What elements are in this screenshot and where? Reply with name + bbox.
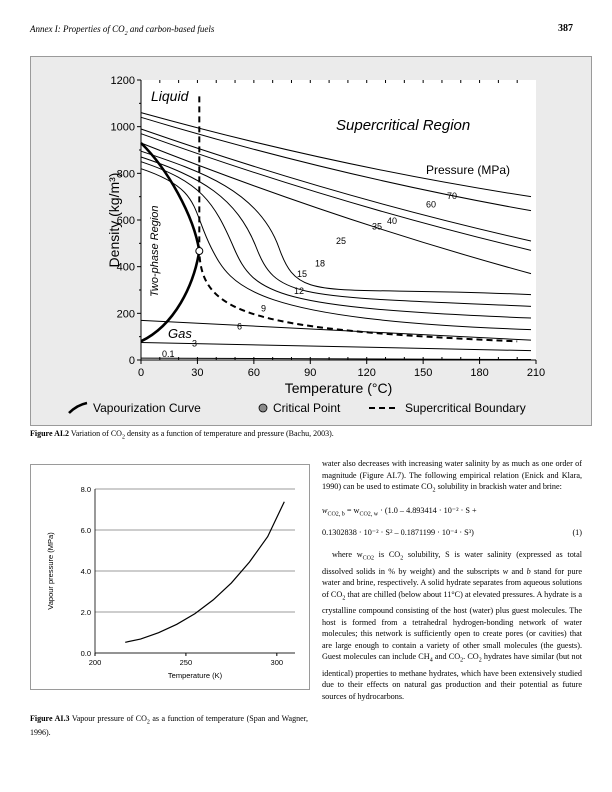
isobar-label: 3 <box>192 338 198 349</box>
y-axis-title: Vapour pressure (MPa) <box>46 532 55 610</box>
pressure-legend-title: Pressure (MPa) <box>426 163 511 177</box>
page-number: 387 <box>558 23 573 34</box>
x-tick-label: 0 <box>137 367 145 379</box>
y-tick-label: 800 <box>116 168 135 181</box>
figure-ai2 <box>30 56 592 426</box>
y-tick-label: 400 <box>116 261 135 274</box>
x-tick-label: 60 <box>247 367 260 379</box>
legend-critical-point-label: Critical Point <box>273 401 341 415</box>
x-axis-title: Temperature (K) <box>167 671 223 680</box>
isobar-label: 9 <box>261 303 267 314</box>
y-tick-label: 8.0 <box>80 485 91 494</box>
x-tick-label: 200 <box>88 658 102 667</box>
isobar-label: 40 <box>387 216 398 227</box>
isobar-label: 15 <box>297 269 308 280</box>
y-tick-label: 2.0 <box>80 608 91 617</box>
legend-critical-point-swatch <box>259 404 267 412</box>
equation-number: (1) <box>572 528 582 538</box>
vapour-pressure-chart <box>31 465 309 689</box>
y-tick-label: 0.0 <box>80 649 91 658</box>
x-tick-label: 210 <box>526 367 546 379</box>
y-tick-label: 6.0 <box>80 526 91 535</box>
y-tick-label: 200 <box>116 308 135 321</box>
y-axis-title: Density (kg/m³) <box>106 172 122 268</box>
y-tick-label: 1000 <box>110 121 135 134</box>
region-label-supercritical: Supercritical Region <box>336 117 471 134</box>
y-tick-label: 1200 <box>110 75 135 87</box>
x-axis-title: Temperature (°C) <box>284 380 393 396</box>
figure-ai2-caption: Figure AI.2 Variation of $CO_2$ density as a function of temperature and pressure (Bachu, 2003). <box>30 429 334 441</box>
paragraph: where $w_{CO2}$ is $CO_2$ solubility, S is water salinity (expressed as total dissolved solids in % by weight) and the subscripts w and b stand for pure water and brine, respectively. A solid hydrate separates from aqueous solutions of $CO_2$ that are chilled (below about 11°C) at elevated pressures. A hydrate is a crystalline compound consisting of the host (water) plus guest molecules. The host is formed from a tetrahedral hydrogen-bonding network of water molecules; this network is sufficiently open to create pores (or cavities) that are large enough to contain a variety of other small molecules (the guests). Guest molecules can include $CH_4$ and $CO_2$. $CO_2$ hydrates have similar (but not identical) properties to methane hydrates, which have been extensively studied due to their effects on natural gas production and their potential as future sources of hydrocarbons. <box>322 550 582 701</box>
y-tick-label: 600 <box>116 215 135 227</box>
running-header: Annex I: Properties of $CO_2$ and carbon-based fuels <box>30 24 215 37</box>
y-tick-label: 4.0 <box>80 567 91 576</box>
isobar-label: 60 <box>426 199 437 210</box>
legend-boundary-label: Supercritical Boundary <box>405 401 526 415</box>
legend-vapourization-swatch <box>69 403 87 413</box>
y-tick-label: 0 <box>128 355 135 367</box>
vapour-pressure-line <box>125 502 284 643</box>
figure-ai3-caption: Figure AI.3 Vapour pressure of $CO_2$ as a function of temperature (Span and Wagner, 1996). <box>30 714 308 737</box>
isobar-label: 18 <box>315 258 326 269</box>
isobar-label: 12 <box>294 285 305 296</box>
isobar-label: 0.1 <box>162 349 175 360</box>
isobar-label: 25 <box>336 235 347 246</box>
x-tick-label: 180 <box>470 367 489 379</box>
region-label-gas: Gas <box>168 326 192 341</box>
figure-ai3 <box>30 464 310 690</box>
paragraph: water also decreases with increasing water salinity by as much as one order of magnitude (Figure AI.7). The following empirical relation (Enick and Klara, 1990) can be used to estimate $CO_2$ solubility in brackish water and brine: <box>322 459 582 494</box>
region-label-liquid: Liquid <box>151 88 189 104</box>
isobar-label: 70 <box>447 191 458 201</box>
x-tick-label: 90 <box>304 367 317 379</box>
region-label-two-phase: Two-phase Region <box>149 205 161 297</box>
x-tick-label: 250 <box>179 658 193 667</box>
legend-vapourization-label: Vapourization Curve <box>93 401 201 415</box>
x-tick-label: 120 <box>357 367 376 379</box>
critical-point <box>196 248 203 255</box>
x-tick-label: 30 <box>191 367 204 379</box>
x-tick-label: 300 <box>270 658 284 667</box>
isobar-label: 35 <box>372 221 383 232</box>
body-text-column <box>322 458 582 702</box>
equation-1: $w_{CO2, b} = w_{CO2, w} \cdot (1.0 - 4.893414 \cdot 10^{-2} \cdot S$ + 0.1302838 · 10⁻² · S² – 0.1871199 · 10⁻⁴ · S³) (1) <box>322 506 582 538</box>
isobar-label: 6 <box>237 321 243 332</box>
x-tick-label: 150 <box>413 367 433 379</box>
density-chart <box>31 57 591 425</box>
